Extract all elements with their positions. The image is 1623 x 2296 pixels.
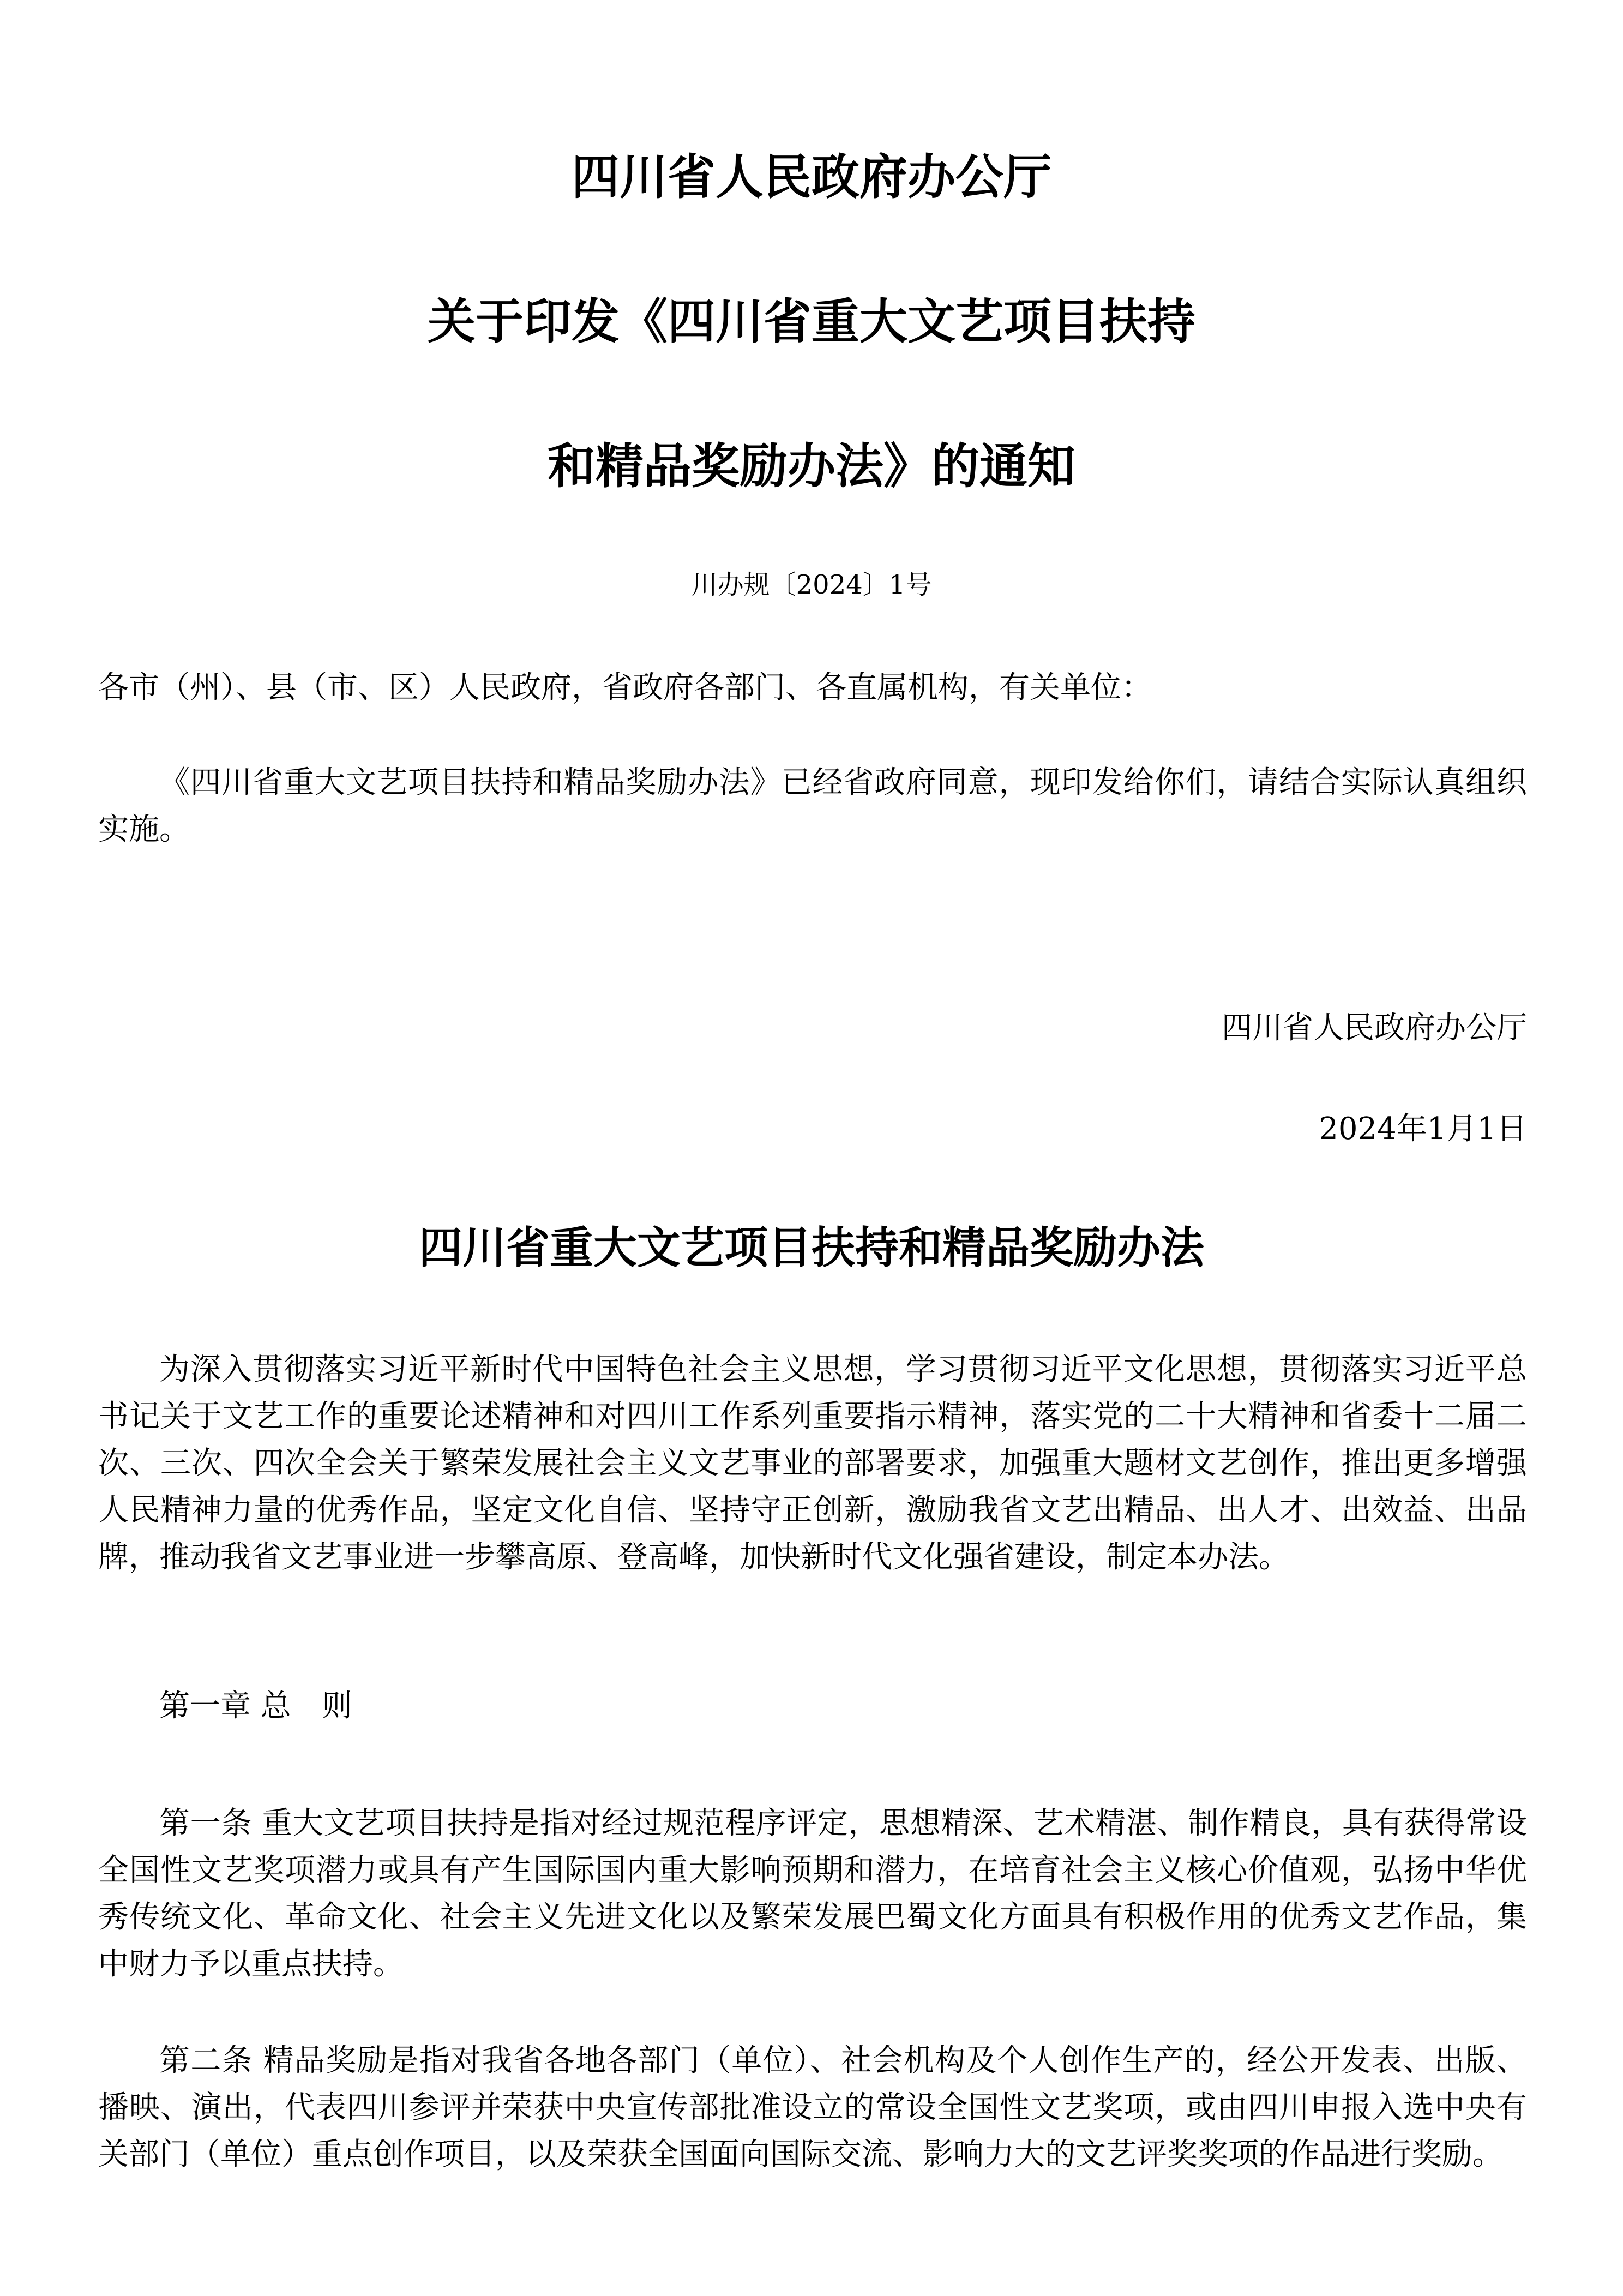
measures-preamble: 为深入贯彻落实习近平新时代中国特色社会主义思想，学习贯彻习近平文化思想，贯彻落实习近平总书记关于文艺工作的重要论述精神和对四川工作系列重要指示精神，落实党的二十大精神和省委十二届二次、三次、四次全会关于繁荣发展社会主义文艺事业的部署要求，加强重大题材文艺创作，推出更多增强人民精神力量的优秀作品，坚定文化自信、坚持守正创新，激励我省文艺出精品、出人才、出效益、出品牌，推动我省文艺事业进一步攀高原、登高峰，加快新时代文化强省建设，制定本办法。: [98, 1352, 1527, 1575]
article-2: 第二条 精品奖励是指对我省各地各部门（单位）、社会机构及个人创作生产的，经公开发表、出版、播映、演出，代表四川参评并荣获中央宣传部批准设立的常设全国性文艺奖项，或由四川申报入选中央有关部门（单位）重点创作项目，以及荣获全国面向国际交流、影响力大的文艺评奖奖项的作品进行奖励。: [98, 2043, 1527, 2172]
notice-title-line-1: 四川省人民政府办公厅: [571, 149, 1051, 205]
article-1: 第一条 重大文艺项目扶持是指对经过规范程序评定，思想精深、艺术精湛、制作精良，具有获得常设全国性文艺奖项潜力或具有产生国际国内重大影响预期和潜力，在培育社会主义核心价值观，弘扬中华优秀传统文化、革命文化、社会主义先进文化以及繁荣发展巴蜀文化方面具有积极作用的优秀文艺作品，集中财力予以重点扶持。: [98, 1806, 1527, 1982]
issuer: 四川省人民政府办公厅: [1222, 1010, 1527, 1046]
notice-title-line-2: 关于印发《四川省重大文艺项目扶持: [427, 293, 1195, 350]
document-number: 川办规〔2024〕1号: [691, 569, 932, 600]
measures-title: 四川省重大文艺项目扶持和精品奖励办法: [419, 1222, 1204, 1273]
notice-title-line-3: 和精品奖励办法》的通知: [547, 438, 1075, 494]
addressee: 各市（州）、县（市、区）人民政府，省政府各部门、各直属机构，有关单位：: [98, 670, 1152, 705]
notice-body: 《四川省重大文艺项目扶持和精品奖励办法》已经省政府同意，现印发给你们，请结合实际认真组织实施。: [98, 765, 1527, 847]
chapter-heading: 第一章 总 则: [159, 1688, 352, 1724]
issue-date: 2024年1月1日: [1319, 1111, 1527, 1147]
